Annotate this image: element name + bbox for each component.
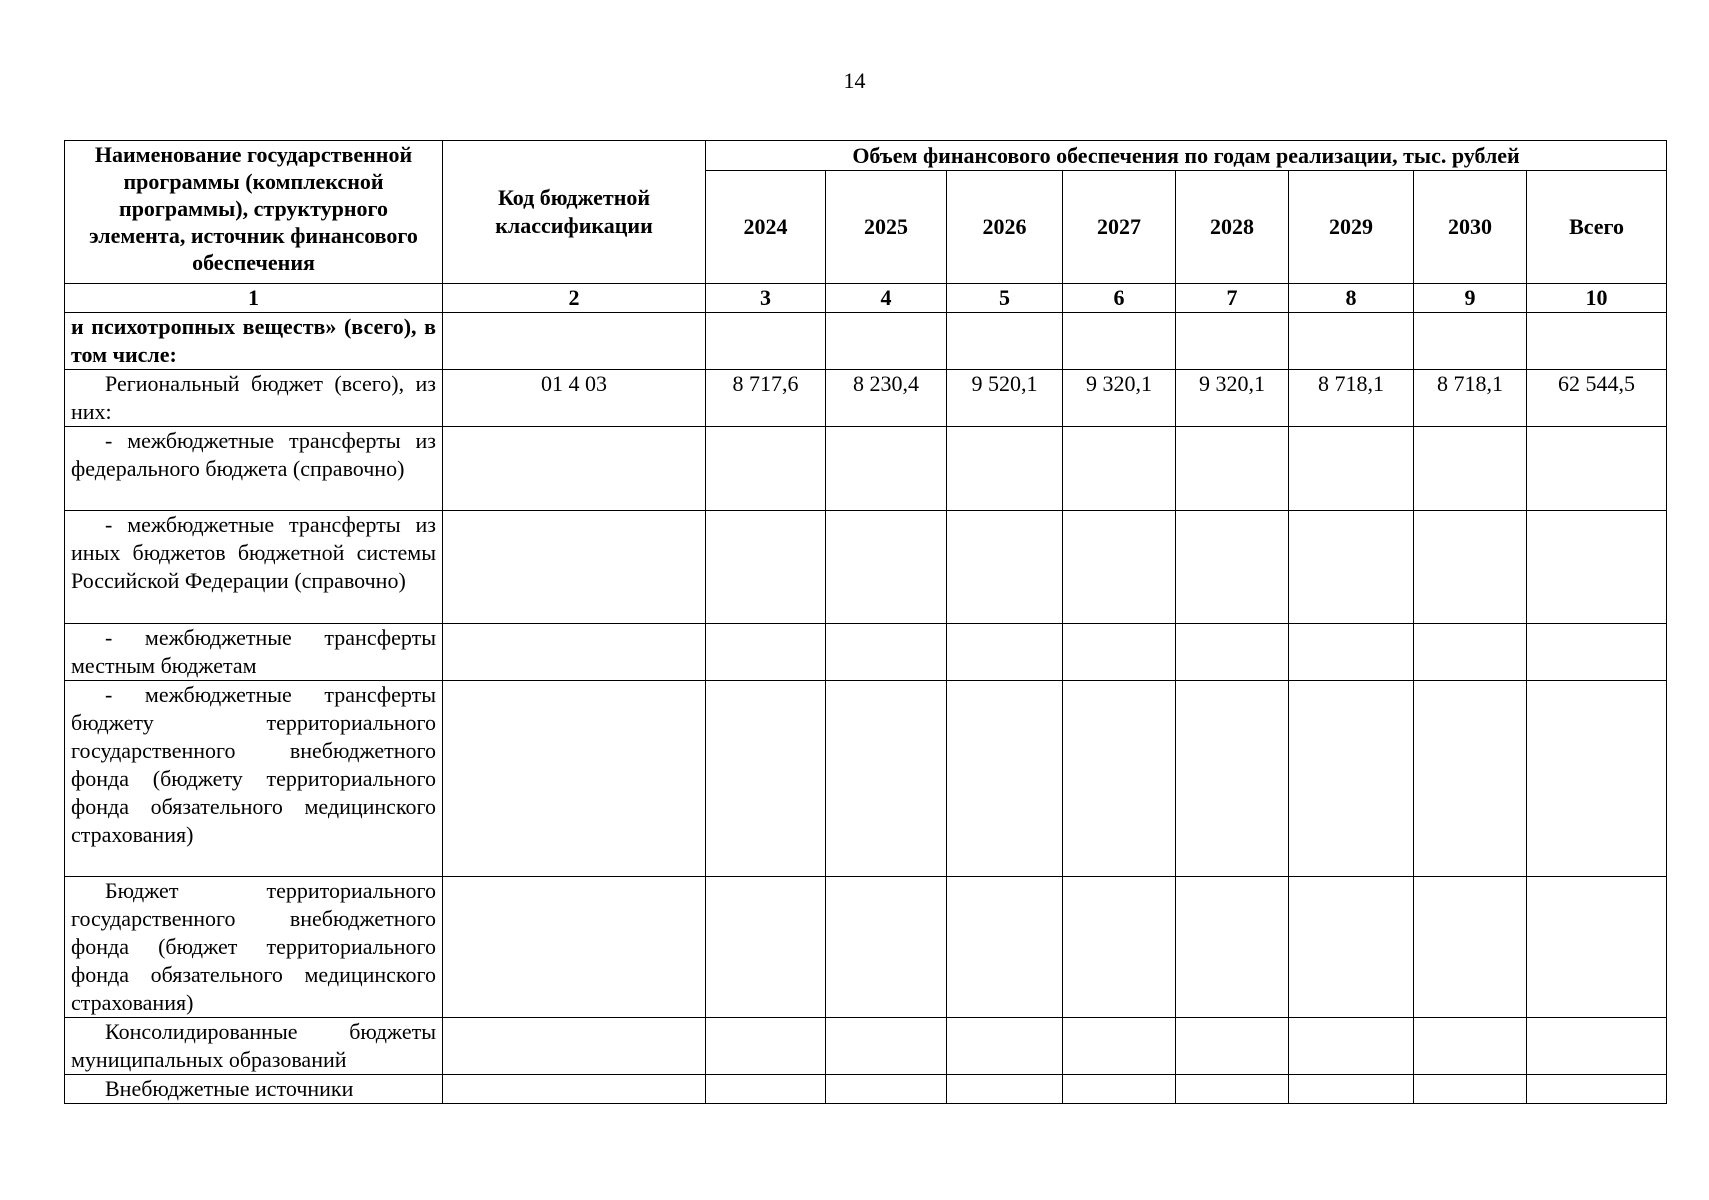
row-value-2027 [1063,1018,1176,1075]
row-value-2030 [1414,877,1527,1018]
row-value-2028 [1176,681,1289,877]
row-value-total [1527,1075,1667,1104]
row-value-2025 [826,427,947,511]
row-label: - межбюджетные трансферты из федерального бюджета (справочно) [65,427,443,511]
row-value-2029 [1289,1075,1414,1104]
row-value-2029: 8 718,1 [1289,370,1414,427]
row-value-2027 [1063,313,1176,370]
row-value-2030 [1414,681,1527,877]
row-value-2029 [1289,1018,1414,1075]
row-value-2029 [1289,511,1414,624]
row-value-2025 [826,1075,947,1104]
financing-table [64,140,1667,1104]
row-code [443,624,706,681]
header-year-2026: 2026 [947,171,1063,284]
row-value-total [1527,1018,1667,1075]
row-code [443,427,706,511]
row-value-2024 [706,1018,826,1075]
row-code [443,511,706,624]
row-value-2027 [1063,877,1176,1018]
table-row [65,370,1667,427]
row-label: Консолидированные бюджеты муниципальных образований [65,1018,443,1075]
row-value-2030: 8 718,1 [1414,370,1527,427]
header-year-2029: 2029 [1289,171,1414,284]
row-value-2024 [706,624,826,681]
header-total: Всего [1527,171,1667,284]
row-value-2025 [826,313,947,370]
row-value-2025 [826,1018,947,1075]
row-value-2030 [1414,427,1527,511]
row-value-2026 [947,1018,1063,1075]
row-value-2028 [1176,427,1289,511]
row-value-2030 [1414,313,1527,370]
row-value-2030 [1414,624,1527,681]
row-value-2026 [947,681,1063,877]
row-label: и психотропных веществ» (всего), в том числе: [65,313,443,370]
row-value-total [1527,427,1667,511]
row-value-2024 [706,511,826,624]
row-label: Внебюджетные источники [65,1075,443,1104]
row-value-2024 [706,427,826,511]
column-number: 7 [1176,284,1289,313]
row-value-2029 [1289,313,1414,370]
row-code: 01 4 03 [443,370,706,427]
row-value-2024: 8 717,6 [706,370,826,427]
row-value-2030 [1414,1018,1527,1075]
row-value-total [1527,624,1667,681]
row-label: Бюджет территориального государственного внебюджетного фонда (бюджет территориального фонда обязательного медицинского страхования) [65,877,443,1018]
table-row [65,624,1667,681]
row-value-2029 [1289,681,1414,877]
row-value-2026 [947,877,1063,1018]
column-number: 9 [1414,284,1527,313]
row-value-2025 [826,511,947,624]
row-value-2029 [1289,624,1414,681]
row-code [443,877,706,1018]
table-row [65,681,1667,877]
row-code [443,1075,706,1104]
column-number: 4 [826,284,947,313]
row-value-2030 [1414,1075,1527,1104]
row-value-2029 [1289,877,1414,1018]
row-value-2024 [706,681,826,877]
row-value-2026 [947,511,1063,624]
row-label: Региональный бюджет (всего), из них: [65,370,443,427]
row-code [443,1018,706,1075]
column-number: 10 [1527,284,1667,313]
column-number: 1 [65,284,443,313]
header-code-column: Код бюджетной классификации [443,141,706,284]
column-number: 5 [947,284,1063,313]
page-number: 14 [843,68,866,93]
row-value-2025: 8 230,4 [826,370,947,427]
row-value-2026 [947,624,1063,681]
row-value-2028 [1176,624,1289,681]
row-value-2028 [1176,313,1289,370]
row-value-2025 [826,624,947,681]
row-value-2028 [1176,511,1289,624]
row-value-2028 [1176,877,1289,1018]
table-row [65,1075,1667,1104]
header-volume-group: Объем финансового обеспечения по годам реализации, тыс. рублей [706,141,1667,171]
row-value-2024 [706,1075,826,1104]
row-value-2028 [1176,1075,1289,1104]
row-value-2025 [826,877,947,1018]
row-value-2028 [1176,1018,1289,1075]
header-year-2028: 2028 [1176,171,1289,284]
row-value-2030 [1414,511,1527,624]
row-value-2027: 9 320,1 [1063,370,1176,427]
row-value-total [1527,511,1667,624]
table-row [65,877,1667,1018]
header-year-2027: 2027 [1063,171,1176,284]
column-number: 8 [1289,284,1414,313]
row-value-2027 [1063,427,1176,511]
row-value-2027 [1063,681,1176,877]
row-value-total: 62 544,5 [1527,370,1667,427]
row-value-2026 [947,1075,1063,1104]
row-value-2026 [947,313,1063,370]
row-value-2029 [1289,427,1414,511]
row-label: - межбюджетные трансферты бюджету территориального государственного внебюджетного фонда (бюджету территориального фонда обязательного медицинского страхования) [65,681,443,877]
header-year-2025: 2025 [826,171,947,284]
table-row [65,511,1667,624]
row-label: - межбюджетные трансферты из иных бюджетов бюджетной системы Российской Федерации (справочно) [65,511,443,624]
row-value-2026 [947,427,1063,511]
table-row [65,427,1667,511]
header-year-2030: 2030 [1414,171,1527,284]
row-value-2027 [1063,1075,1176,1104]
header-name-column: Наименование государственной программы (комплексной программы), структурного элемента, источник финансового обеспечения [65,141,443,284]
column-number: 6 [1063,284,1176,313]
row-code [443,313,706,370]
row-code [443,681,706,877]
column-number: 2 [443,284,706,313]
row-value-total [1527,681,1667,877]
row-value-2027 [1063,624,1176,681]
row-label: - межбюджетные трансферты местным бюджетам [65,624,443,681]
table-row [65,1018,1667,1075]
row-value-2024 [706,877,826,1018]
header-year-2024: 2024 [706,171,826,284]
column-number: 3 [706,284,826,313]
table-row [65,313,1667,370]
column-number-row [65,284,1667,313]
row-value-2027 [1063,511,1176,624]
row-value-2026: 9 520,1 [947,370,1063,427]
row-value-2024 [706,313,826,370]
row-value-total [1527,313,1667,370]
row-value-total [1527,877,1667,1018]
row-value-2025 [826,681,947,877]
row-value-2028: 9 320,1 [1176,370,1289,427]
